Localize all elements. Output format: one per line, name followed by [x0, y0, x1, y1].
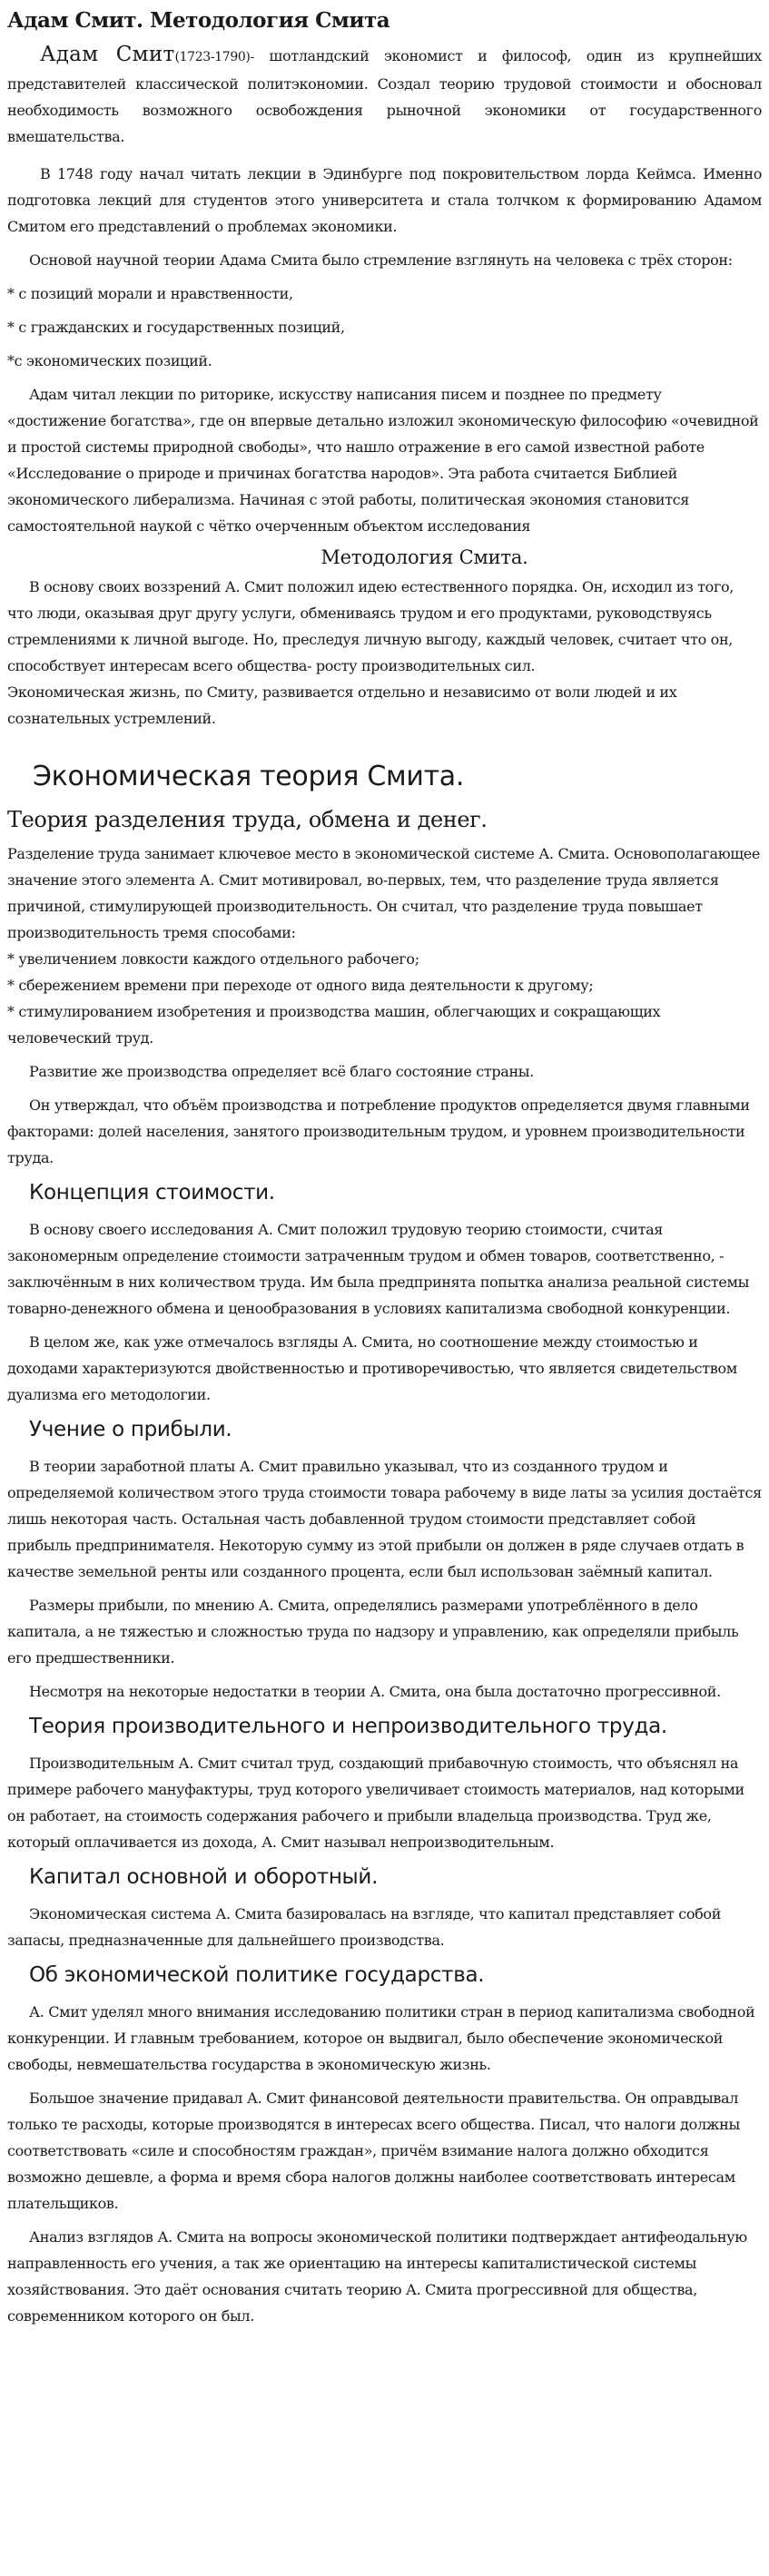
paragraph-division: Разделение труда занимает ключевое место в экономической системе А. Смита. Основополагающее значение этого элемента А. Смит мотивировал, во-первых, тем, что разделение труда является причиной, стимулирующей производительность. Он считал, что разделение труда повышает производительность тремя способами:	[7, 845, 761, 941]
side-item: * с гражданских и государственных позиций,	[7, 319, 345, 336]
heading-value-concept: Концепция стоимости.	[29, 1181, 275, 1204]
side-item: * с позиций морали и нравственности,	[7, 285, 293, 302]
paragraph-policy-1: А. Смит уделял много внимания исследованию политики стран в период капитализма свободной конкуренции. И главным требованием, которое он выдвигал, было обеспечение экономической свободы, невмешательства государства в экономическую жизнь.	[7, 2003, 755, 2073]
way-item: * стимулированием изобретения и производства машин, облегчающих и сокращающих человеческий труд.	[7, 1003, 661, 1047]
intro-text: шотландский экономист и философ, один из крупнейших представителей классической политэкономии. Создал теорию трудовой стоимости и обосновал необходимость возможного освобождения рыночной экономики от государственного вмешательства.	[7, 47, 762, 145]
paragraph-profit-3: Несмотря на некоторые недостатки в теории А. Смита, она была достаточно прогрессивной.	[29, 1683, 721, 1700]
paragraph-profit-2: Размеры прибыли, по мнению А. Смита, определялись размерами употреблённого в дело капитала, а не тяжестью и сложностью труда по надзору и управлению, как определяли прибыль его предшественники.	[7, 1597, 739, 1667]
paragraph-policy-3: Анализ взглядов А. Смита на вопросы экономической политики подтверждает антифеодальную направленность его учения, а так же ориентацию на интересы капиталистической системы хозяйствования. Это даёт основания считать теорию А. Смита прогрессивной для общества, современником которого он был.	[7, 2228, 747, 2325]
heading-capital: Капитал основной и оборотный.	[29, 1865, 379, 1889]
side-item: *с экономических позиций.	[7, 352, 212, 369]
way-item: * сбережением времени при переходе от одного вида деятельности к другому;	[7, 977, 594, 994]
heading-profit: Учение о прибыли.	[29, 1418, 232, 1441]
paragraph-methodology: В основу своих воззрений А. Смит положил идею естественного порядка. Он, исходил из того, что люди, оказывая друг другу услуги, обмениваясь трудом и его продуктами, руководствуясь стремлениями к личной выгоде. Но, преследуя личную выгоду, каждый человек, считает что он, способствует интересам всего общества- росту производительных сил.	[7, 578, 734, 674]
paragraph-lectures: Адам читал лекции по риторике, искусству написания писем и позднее по предмету «достижение богатства», где он впервые детально изложил экономическую философию «очевидной и простой системы природной свободы», что нашло отражение в его самой известной работе «Исследование о природе и причинах богатства народов». Эта работа считается Библией экономического либерализма. Начиная с этой работы, политическая экономия становится самостоятельной наукой с чётко очерченным объектом исследования	[7, 386, 759, 535]
intro-paragraph	[7, 42, 762, 150]
heading-economic-theory: Экономическая теория Смита.	[33, 761, 465, 792]
paragraph-value-1: В основу своего исследования А. Смит положил трудовую теорию стоимости, считая закономерным определение стоимости затраченным трудом и обмен товаров, соответственно, - заключённым в них количеством труда. Им была предпринята попытка анализа реальной системы товарно-денежного обмена и ценообразования в условиях капитализма свободной конкуренции.	[7, 1221, 749, 1317]
paragraph-development: Развитие же производства определяет всё благо состояние страны.	[29, 1063, 534, 1080]
heading-productive-labor: Теория производительного и непроизводительного труда.	[29, 1715, 667, 1738]
way-item: * увеличением ловкости каждого отдельного рабочего;	[7, 950, 419, 968]
intro-dates: (1723-1790)-	[174, 50, 254, 64]
paragraph-productive-labor: Производительным А. Смит считал труд, создающий прибавочную стоимость, что объяснял на примере рабочего мануфактуры, труд которого увеличивает стоимость материалов, над которыми он работает, на стоимость содержания рабочего и прибыли владельца производства. Труд же, который оплачивается из дохода, А. Смит называл непроизводительным.	[7, 1755, 744, 1851]
paragraph-value-2: В целом же, как уже отмечалось взгляды А. Смита, но соотношение между стоимостью и доходами характеризуются двойственностью и противоречивостью, что является свидетельством дуализма его методологии.	[7, 1333, 737, 1403]
intro-name: Адам Смит	[40, 43, 175, 66]
document-title: Адам Смит. Методология Смита	[7, 8, 390, 33]
paragraph-economic-life: Экономическая жизнь, по Смиту, развивается отдельно и независимо от воли людей и их сознательных устремлений.	[7, 683, 677, 727]
heading-state-policy: Об экономической политике государства.	[29, 1963, 485, 1987]
document-page	[0, 7, 769, 2576]
paragraph-volume: Он утверждал, что объём производства и потребление продуктов определяется двумя главными факторами: долей населения, занятого производительным трудом, и уровнем производительности труда.	[7, 1096, 750, 1166]
paragraph-1748: В 1748 году начал читать лекции в Эдинбурге под покровительством лорда Кеймса. Именно подготовка лекций для студентов этого университета и стала толчком к формированию Адамом Смитом его представлений о проблемах экономики.	[7, 165, 762, 235]
heading-methodology: Методология Смита.	[320, 546, 528, 568]
paragraph-profit-1: В теории заработной платы А. Смит правильно указывал, что из созданного трудом и определяемой количеством этого труда стоимости товара рабочему в виде латы за усилия достаётся лишь некоторая часть. Остальная часть добавленной трудом стоимости представляет собой прибыль предпринимателя. Некоторую сумму из этой прибыли он должен в ряде случаев отдать в качестве земельной ренты или созданного процента, если был использован заёмный капитал.	[7, 1458, 762, 1580]
heading-division-of-labor: Теория разделения труда, обмена и денег.	[7, 807, 488, 832]
paragraph-policy-2: Большое значение придавал А. Смит финансовой деятельности правительства. Он оправдывал только те расходы, которые производятся в интересах всего общества. Писал, что налоги должны соответствовать «силе и способностям граждан», причём взимание налога должно обходится возможно дешевле, а форма и время сбора налогов должны наиболее соответствовать интересам плательщиков.	[7, 2089, 740, 2212]
paragraph-capital: Экономическая система А. Смита базировалась на взгляде, что капитал представляет собой запасы, предназначенные для дальнейшего производства.	[7, 1905, 722, 1949]
paragraph-basis: Основой научной теории Адама Смита было стремление взглянуть на человека с трёх сторон:	[29, 251, 733, 269]
